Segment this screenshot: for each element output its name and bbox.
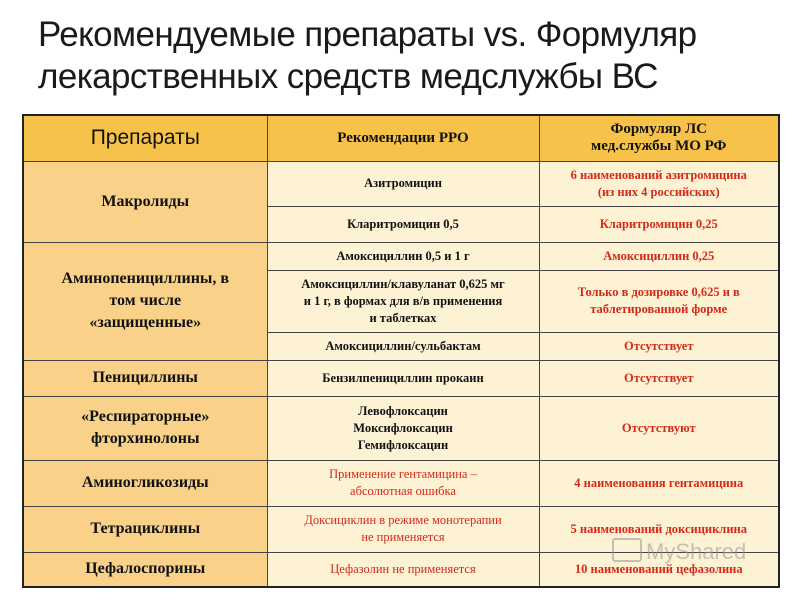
recommendation-cell xyxy=(267,506,539,552)
category-line: Аминопенициллины, в xyxy=(61,270,230,287)
recommendation-line: Моксифлоксацин xyxy=(353,420,453,435)
category-cell: Аминогликозиды xyxy=(23,460,267,506)
header-recommendations: Рекомендации РРО xyxy=(267,115,539,161)
category-line: «Респираторные» xyxy=(81,408,210,425)
recommendation-line: не применяется xyxy=(361,530,445,544)
header-drugs: Препараты xyxy=(23,115,267,161)
table-row xyxy=(23,242,779,270)
slide-title-line1: Рекомендуемые препараты vs. Формуляр xyxy=(38,15,697,54)
formulary-cell xyxy=(539,270,779,332)
recommendation-cell: Азитромицин xyxy=(267,161,539,206)
recommendation-cell: Бензилпенициллин прокаин xyxy=(267,360,539,396)
formulary-cell: Отсутствует xyxy=(539,360,779,396)
category-cell: Тетрациклины xyxy=(23,506,267,552)
category-cell xyxy=(23,396,267,460)
formulary-cell: Кларитромицин 0,25 xyxy=(539,206,779,242)
recommendation-cell xyxy=(267,396,539,460)
category-cell xyxy=(23,242,267,360)
formulary-cell: Амоксициллин 0,25 xyxy=(539,242,779,270)
header-formulary-line2: мед.службы МО РФ xyxy=(591,138,727,155)
category-line: «защищенные» xyxy=(89,314,202,331)
formulary-cell: Отсутствует xyxy=(539,332,779,360)
category-cell: Пенициллины xyxy=(23,360,267,396)
formulary-line: (из них 4 российских) xyxy=(597,184,720,199)
recommendation-cell: Цефазолин не применяется xyxy=(267,552,539,587)
category-cell: Макролиды xyxy=(23,161,267,242)
recommendation-cell: Кларитромицин 0,5 xyxy=(267,206,539,242)
table-header-row xyxy=(23,115,779,161)
recommendation-cell xyxy=(267,270,539,332)
watermark-text: MyShared xyxy=(646,539,747,564)
formulary-line: 6 наименований азитромицина xyxy=(570,167,747,182)
recommendation-line: Гемифлоксацин xyxy=(357,437,449,452)
formulary-cell: 10 наименований цефазолина xyxy=(539,552,779,587)
recommendation-line: и 1 г, в формах для в/в применения xyxy=(303,293,503,308)
category-cell: Цефалоспорины xyxy=(23,552,267,587)
recommendation-line: Доксициклин в режиме монотерапии xyxy=(304,513,502,527)
table-row xyxy=(23,360,779,396)
recommendation-line: и таблетках xyxy=(369,310,437,325)
formulary-line: Только в дозировке 0,625 и в xyxy=(577,285,740,299)
recommendation-cell xyxy=(267,460,539,506)
recommendation-cell: Амоксициллин/сульбактам xyxy=(267,332,539,360)
formulary-cell: 5 наименований доксициклина xyxy=(539,506,779,552)
recommendation-cell: Амоксициллин 0,5 и 1 г xyxy=(267,242,539,270)
formulary-cell: Отсутствуют xyxy=(539,396,779,460)
table-row xyxy=(23,161,779,206)
recommendation-line: Применение гентамицина – xyxy=(329,467,477,481)
formulary-cell: 4 наименования гентамицина xyxy=(539,460,779,506)
comparison-table xyxy=(22,114,780,588)
slide-title xyxy=(38,14,778,98)
formulary-cell xyxy=(539,161,779,206)
formulary-line: таблетированной форме xyxy=(590,302,728,316)
table-row xyxy=(23,460,779,506)
recommendation-line: Левофлоксацин xyxy=(358,403,448,418)
header-formulary-line1: Формуляр ЛС xyxy=(610,121,707,138)
myshared-logo-icon xyxy=(612,538,642,562)
recommendation-line: абсолютная ошибка xyxy=(350,484,456,498)
watermark xyxy=(612,538,746,565)
header-formulary xyxy=(539,115,779,161)
category-line: фторхинолоны xyxy=(90,430,200,447)
slide-title-line2: лекарственных средств медслужбы ВС xyxy=(38,57,658,96)
category-line: том числе xyxy=(109,292,182,309)
recommendation-line: Амоксициллин/клавуланат 0,625 мг xyxy=(301,276,505,291)
table-row xyxy=(23,396,779,460)
